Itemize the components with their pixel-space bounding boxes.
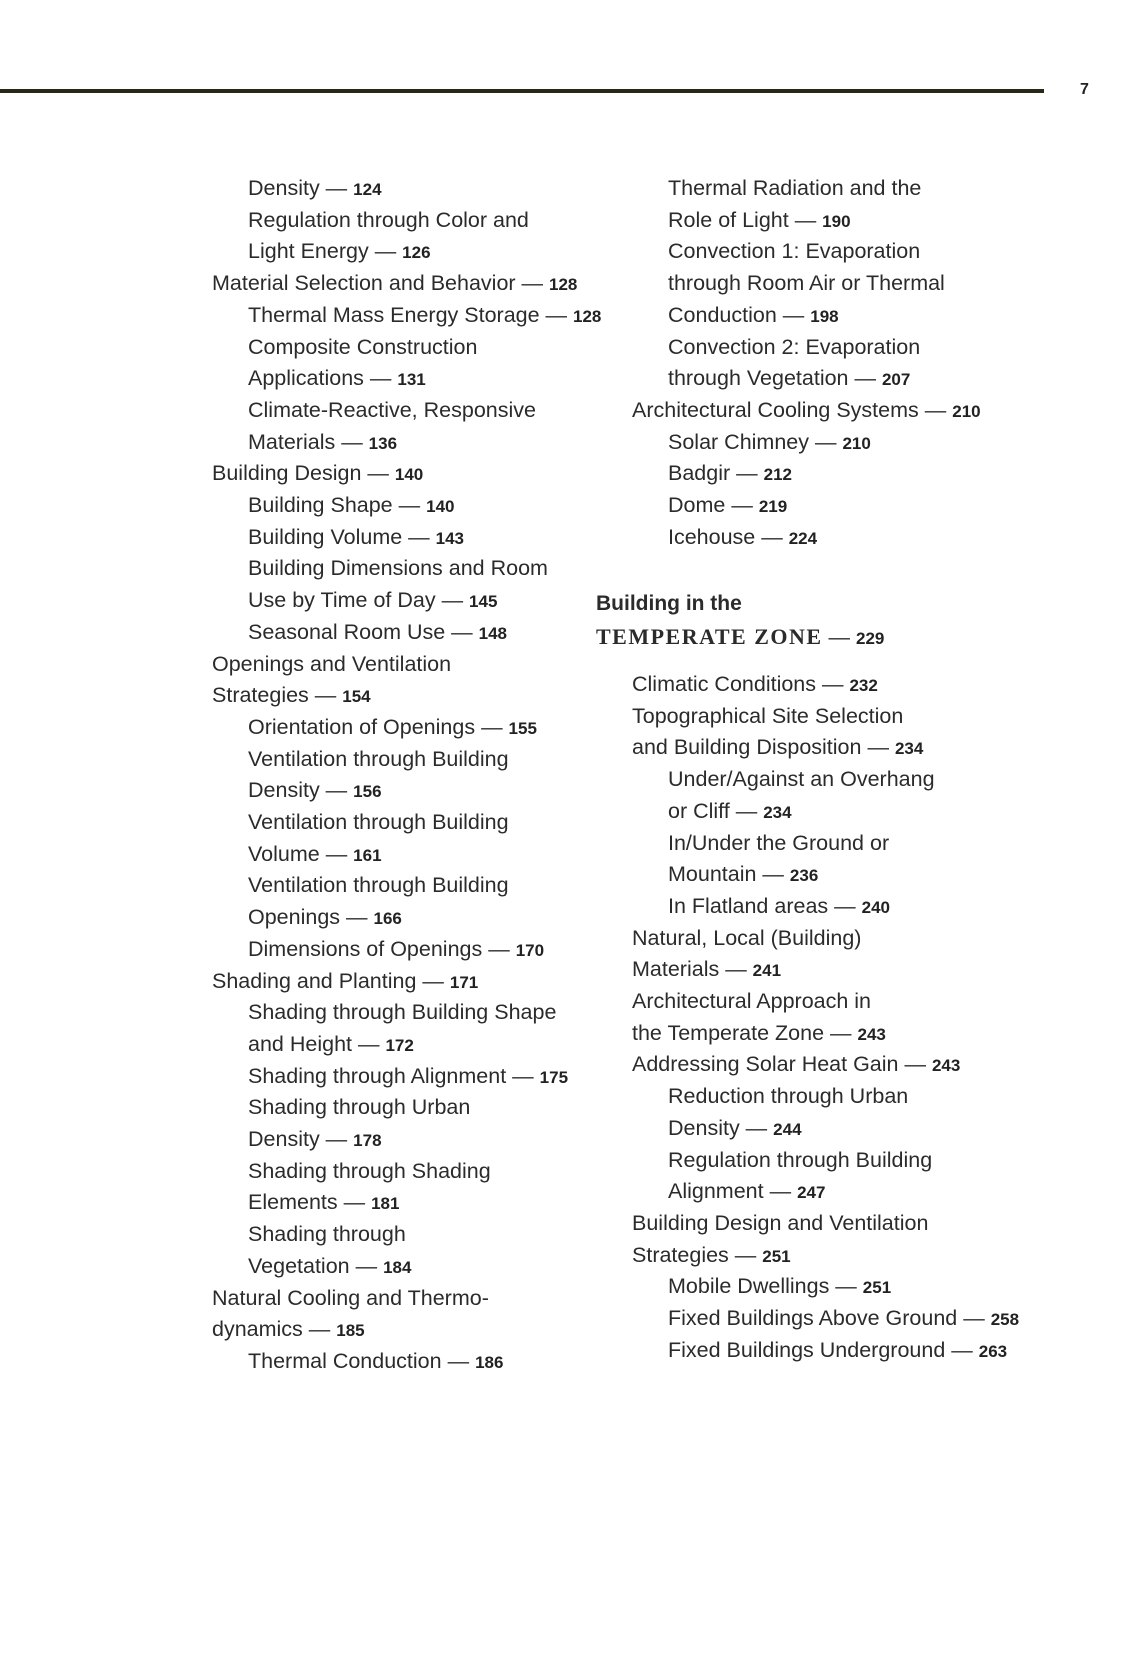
toc-entry-page-number: 145 <box>469 592 498 612</box>
toc-entry-title: Ventilation through Building <box>248 873 509 898</box>
toc-entry-dash: — <box>957 1306 991 1330</box>
toc-entry-dash: — <box>755 524 789 549</box>
toc-entry <box>248 1093 470 1121</box>
toc-entry-title: Architectural Cooling Systems <box>632 397 919 422</box>
toc-entry-page-number: 243 <box>931 1056 961 1076</box>
toc-entry <box>248 998 556 1026</box>
toc-entry-dash: — <box>337 1190 372 1215</box>
toc-entry <box>212 650 451 678</box>
toc-entry-title: Building Dimensions and Room <box>248 556 548 581</box>
toc-entry <box>248 586 497 614</box>
toc-entry-page-number: 251 <box>862 1278 892 1298</box>
toc-entry-dash: — <box>515 271 550 296</box>
toc-entry-dash: — <box>829 1274 863 1299</box>
toc-entry-title: and Height <box>248 1031 352 1056</box>
toc-entry-page-number: 128 <box>549 275 578 295</box>
toc-entry <box>668 860 818 888</box>
toc-entry <box>668 765 935 793</box>
toc-entry-dash: — <box>368 239 403 264</box>
toc-entry-page-number: 131 <box>397 370 426 390</box>
toc-entry-dash: — <box>756 862 790 887</box>
toc-entry-title: Fixed Buildings Underground <box>668 1337 946 1362</box>
toc-entry <box>632 1241 791 1269</box>
toc-entry-dash: — <box>739 1115 774 1140</box>
toc-entry-page-number: 240 <box>861 897 890 917</box>
toc-entry-dash: — <box>319 841 354 866</box>
toc-entry-page-number: 184 <box>383 1257 412 1277</box>
toc-entry-dash: — <box>729 798 764 823</box>
toc-entry-dash: — <box>824 1020 858 1045</box>
toc-entry-title: Dimensions of Openings <box>248 936 483 961</box>
toc-entry-dash: — <box>728 1242 763 1267</box>
toc-entry-page-number: 170 <box>515 940 545 960</box>
toc-entry <box>248 301 601 329</box>
section-title-line <box>596 623 884 651</box>
toc-entry-title: Architectural Approach in <box>632 989 872 1013</box>
toc-entry-title: Shading through Building Shape <box>248 1000 557 1025</box>
toc-entry-title: Strategies <box>632 1242 729 1267</box>
toc-entry-title: Solar Chimney <box>668 429 809 454</box>
toc-entry-title: the Temperate Zone <box>632 1020 825 1045</box>
toc-entry-title: Shading and Planting <box>212 968 417 993</box>
toc-entry-dash: — <box>340 905 374 930</box>
toc-entry-dash: — <box>392 493 427 517</box>
toc-entry-title: Thermal Conduction <box>248 1348 442 1373</box>
toc-entry-page-number: 234 <box>894 739 924 759</box>
toc-entry-title: Density <box>248 1127 320 1151</box>
toc-entry-page-number: 251 <box>762 1246 791 1266</box>
toc-entry-title: Mountain <box>668 862 757 887</box>
toc-entry-dash: — <box>506 1063 540 1088</box>
toc-entry-page-number: 140 <box>394 465 424 485</box>
toc-entry-page-number: 161 <box>353 845 382 865</box>
toc-entry-dash: — <box>445 619 479 644</box>
toc-entry-dash: — <box>945 1337 979 1362</box>
toc-entry-title: Thermal Radiation and the <box>668 176 922 200</box>
toc-entry <box>248 1157 491 1185</box>
toc-entry-title: Addressing Solar Heat Gain <box>632 1052 899 1077</box>
toc-entry <box>248 1125 382 1153</box>
toc-entry <box>668 174 921 202</box>
toc-entry-dash: — <box>725 493 759 517</box>
toc-entry-dash: — <box>319 176 354 200</box>
toc-entry <box>668 892 890 920</box>
toc-entry <box>668 301 839 329</box>
toc-entry <box>668 1336 1007 1364</box>
toc-entry <box>248 903 402 931</box>
toc-entry-title: and Building Disposition <box>632 735 862 760</box>
toc-entry-dash: — <box>719 957 753 982</box>
toc-entry <box>632 1050 960 1078</box>
toc-entry-dash: — <box>788 207 823 232</box>
toc-entry-title: dynamics <box>212 1317 303 1342</box>
toc-entry-page-number: 190 <box>822 211 851 231</box>
toc-entry-page-number: 172 <box>385 1035 414 1055</box>
toc-entry <box>248 871 509 899</box>
toc-entry-dash: — <box>435 588 470 613</box>
toc-entry-page-number: 186 <box>475 1352 504 1372</box>
toc-entry-dash: — <box>816 672 850 696</box>
toc-entry-title: Use by Time of Day <box>248 588 436 613</box>
toc-entry-page-number: 232 <box>849 676 878 695</box>
toc-entry-title: Openings <box>248 905 341 930</box>
toc-entry <box>248 935 544 963</box>
toc-entry <box>668 206 851 234</box>
toc-entry-page-number: 178 <box>353 1131 382 1150</box>
toc-entry-dash: — <box>828 893 862 918</box>
toc-entry-dash: — <box>319 1127 354 1151</box>
toc-entry-title: Building Design <box>212 461 362 486</box>
toc-entry-dash: — <box>861 735 895 760</box>
toc-entry-title: In/Under the Ground or <box>668 830 890 855</box>
toc-entry-page-number: 241 <box>752 961 782 981</box>
section-title: TEMPERATE ZONE <box>596 624 823 649</box>
toc-entry-page-number: 126 <box>402 243 431 263</box>
toc-entry-dash: — <box>482 936 516 961</box>
toc-entry-page-number: 148 <box>478 623 508 643</box>
toc-entry-page-number: 140 <box>426 497 455 516</box>
toc-entry <box>248 618 507 646</box>
toc-entry-page-number: 210 <box>842 433 871 453</box>
toc-entry-page-number: 207 <box>881 370 911 390</box>
toc-entry-title: Natural Cooling and Thermo- <box>212 1285 489 1310</box>
toc-entry <box>632 396 981 424</box>
toc-entry-title: Strategies <box>212 683 309 708</box>
toc-entry-title: Shading through Alignment <box>248 1063 507 1088</box>
toc-entry <box>248 840 382 868</box>
toc-entry-title: Role of Light <box>668 207 789 232</box>
toc-entry-page-number: 124 <box>353 180 382 199</box>
toc-entry <box>212 1284 489 1312</box>
toc-entry-page-number: 175 <box>539 1067 569 1087</box>
toc-entry-title: Shading through Shading <box>248 1158 491 1183</box>
toc-entry <box>248 776 382 804</box>
toc-entry-page-number: 258 <box>990 1310 1020 1329</box>
toc-entry-page-number: 219 <box>758 497 788 516</box>
toc-entry-title: Building Shape <box>248 493 393 517</box>
toc-entry <box>668 237 920 265</box>
toc-entry <box>632 670 878 698</box>
toc-entry <box>668 364 910 392</box>
toc-entry-page-number: 136 <box>368 433 398 453</box>
toc-entry-title: Topographical Site Selection <box>632 703 904 728</box>
toc-entry-title: Convection 2: Evaporation <box>668 334 921 359</box>
toc-entry-title: Volume <box>248 841 320 866</box>
toc-entry <box>632 1019 886 1047</box>
toc-entry <box>632 955 781 983</box>
toc-entry-title: Regulation through Building <box>668 1147 933 1172</box>
toc-entry-title: Climatic Conditions <box>632 672 817 696</box>
toc-entry <box>248 745 509 773</box>
toc-entry-title: Composite Construction <box>248 334 478 359</box>
toc-entry <box>212 681 371 709</box>
toc-entry-page-number: 243 <box>857 1024 886 1044</box>
toc-entry-page-number: 128 <box>573 306 602 326</box>
toc-entry-title: Climate-Reactive, Responsive <box>248 397 536 422</box>
toc-entry-dash: — <box>539 302 574 327</box>
toc-entry <box>668 269 945 297</box>
toc-entry-dash: — <box>302 1317 337 1342</box>
toc-entry-title: Natural, Local (Building) <box>632 925 862 950</box>
toc-entry-title: Mobile Dwellings <box>668 1274 830 1299</box>
toc-entry-title: Fixed Buildings Above Ground <box>668 1306 958 1330</box>
toc-entry-title: Conduction <box>668 302 777 327</box>
toc-entry <box>668 1304 1019 1332</box>
toc-entry-title: Materials <box>632 957 720 982</box>
toc-entry-title: Light Energy <box>248 239 369 264</box>
toc-entry-page-number: 198 <box>810 306 839 326</box>
toc-entry <box>668 1146 932 1174</box>
toc-entry-title: Elements <box>248 1190 338 1215</box>
toc-entry-title: Applications <box>248 366 364 391</box>
toc-entry-page-number: 263 <box>978 1341 1008 1361</box>
toc-entry-dash: — <box>898 1052 932 1077</box>
toc-entry-title: Under/Against an Overhang <box>668 767 935 792</box>
toc-entry <box>668 829 889 857</box>
toc-entry <box>248 554 548 582</box>
toc-entry-title: Icehouse <box>668 524 756 549</box>
toc-entry-title: Ventilation through Building <box>248 810 509 834</box>
toc-entry <box>668 1082 908 1110</box>
toc-entry <box>668 797 792 825</box>
toc-entry <box>668 459 792 487</box>
toc-entry <box>248 713 537 741</box>
toc-entry-dash: — <box>475 714 509 739</box>
toc-entry-title: Dome <box>668 493 726 517</box>
toc-entry-dash: — <box>319 778 354 803</box>
toc-entry <box>248 428 397 456</box>
toc-entry <box>668 1114 802 1142</box>
toc-entry-title: Building Volume <box>248 524 403 549</box>
toc-entry-page-number: 210 <box>952 401 981 421</box>
toc-entry <box>632 702 903 730</box>
toc-entry <box>248 1220 406 1248</box>
header-rule <box>0 89 1044 93</box>
toc-entry <box>632 924 861 952</box>
toc-entry-title: Shading through Urban <box>248 1095 471 1120</box>
toc-entry <box>212 459 423 487</box>
toc-entry-title: Density <box>248 778 320 803</box>
toc-entry <box>248 523 464 551</box>
toc-entry-title: Density <box>248 176 320 200</box>
toc-entry <box>668 491 787 519</box>
toc-entry-dash: — <box>402 524 436 549</box>
toc-entry-dash: — <box>361 461 395 486</box>
section-heading: Building in the <box>596 592 742 615</box>
toc-entry-page-number: 234 <box>763 802 792 822</box>
toc-entry-title: Vegetation <box>248 1253 350 1278</box>
toc-entry-page-number: 236 <box>789 866 819 886</box>
toc-entry-title: Material Selection and Behavior <box>212 271 516 296</box>
page-number: 7 <box>1080 81 1089 98</box>
toc-entry <box>248 333 477 361</box>
toc-entry <box>668 1272 891 1300</box>
toc-entry <box>248 808 509 836</box>
toc-entry-dash: — <box>809 429 843 454</box>
toc-entry-title: Thermal Mass Energy Storage <box>248 302 540 327</box>
toc-entry-title: Regulation through Color and <box>248 207 529 232</box>
toc-entry <box>248 1347 503 1375</box>
toc-entry-page-number: 224 <box>788 528 818 548</box>
toc-entry-dash: — <box>416 968 450 993</box>
toc-entry-title: Materials <box>248 429 336 454</box>
toc-entry <box>212 269 577 297</box>
toc-entry-dash: — <box>363 366 398 391</box>
toc-entry-dash: — <box>730 461 764 486</box>
toc-entry <box>668 523 817 551</box>
toc-entry <box>248 396 536 424</box>
toc-entry <box>248 1188 399 1216</box>
toc-entry-page-number: 171 <box>449 972 479 992</box>
toc-entry-dash: — <box>349 1253 384 1278</box>
toc-entry-page-number: 212 <box>763 465 792 485</box>
toc-entry-page-number: 247 <box>797 1183 826 1203</box>
toc-entry <box>248 364 426 392</box>
toc-entry <box>668 428 871 456</box>
toc-entry-title: Seasonal Room Use <box>248 619 446 644</box>
toc-entry-page-number: 166 <box>373 909 402 929</box>
toc-entry <box>248 1252 411 1280</box>
toc-entry-page-number: 154 <box>342 687 371 707</box>
toc-entry-dash: — <box>848 366 882 391</box>
toc-entry <box>248 174 382 202</box>
toc-entry-title: Shading through <box>248 1222 406 1247</box>
toc-entry-page-number: 181 <box>371 1194 400 1214</box>
toc-entry <box>212 967 478 995</box>
toc-entry-page-number: 185 <box>336 1321 365 1341</box>
toc-entry-page-number: 244 <box>773 1119 802 1139</box>
toc-entry <box>248 491 454 519</box>
toc-entry-title: Reduction through Urban <box>668 1084 909 1109</box>
toc-entry-title: Ventilation through Building <box>248 746 509 771</box>
toc-entry-dash: — <box>763 1179 798 1204</box>
toc-entry-title: Convection 1: Evaporation <box>668 239 921 264</box>
toc-entry-page-number: 155 <box>508 718 537 738</box>
toc-entry-page-number: 156 <box>353 782 382 802</box>
toc-entry-dash: — <box>776 302 811 327</box>
toc-entry-dash: — <box>308 683 343 708</box>
toc-entry-dash: — <box>352 1031 386 1056</box>
toc-entry <box>632 733 923 761</box>
toc-entry-title: Orientation of Openings <box>248 714 476 739</box>
toc-entry <box>212 1315 365 1343</box>
toc-entry <box>632 987 871 1015</box>
section-page-number: 229 <box>856 629 885 648</box>
toc-entry-title: through Room Air or Thermal <box>668 271 945 296</box>
toc-entry-title: or Cliff <box>668 798 730 823</box>
toc-entry-title: Badgir <box>668 461 731 486</box>
toc-entry-title: through Vegetation <box>668 366 849 391</box>
toc-entry <box>248 1030 414 1058</box>
toc-entry <box>668 1177 825 1205</box>
toc-entry <box>668 333 920 361</box>
toc-entry-title: Building Design and Ventilation <box>632 1210 929 1235</box>
toc-entry-dash: — <box>335 429 369 454</box>
toc-entry-dash: — <box>441 1348 476 1373</box>
toc-entry <box>248 1062 568 1090</box>
toc-entry <box>248 237 431 265</box>
toc-entry-title: Alignment <box>668 1179 764 1204</box>
toc-entry-page-number: 143 <box>435 528 465 548</box>
toc-entry-title: Density <box>668 1115 740 1140</box>
toc-entry-title: Openings and Ventilation <box>212 651 452 676</box>
section-dash: — <box>822 625 857 649</box>
toc-entry-title: In Flatland areas <box>668 893 829 918</box>
toc-entry <box>632 1209 928 1237</box>
toc-entry <box>248 206 529 234</box>
toc-entry-dash: — <box>918 397 953 422</box>
